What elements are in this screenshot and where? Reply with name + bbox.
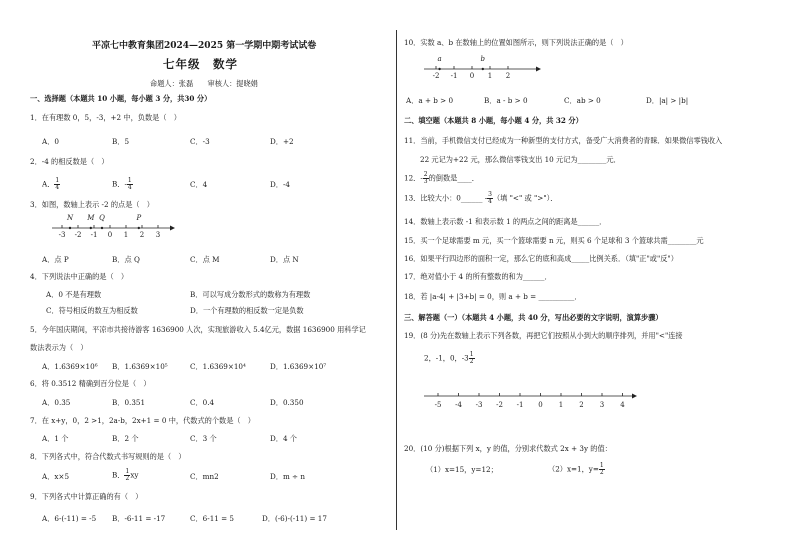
q19-tick-label: 3 [599,401,605,409]
section-choice: 一、选择题（本题共 10 小题，每小题 3 分，共30 分） [30,94,212,103]
q10-tick-label: 1 [487,72,493,80]
q7-opt-b: B．2 个 [112,434,139,443]
q3-tick-label: 3 [155,231,161,239]
q13-frac: $\frac{3}{4}$ [488,191,492,205]
q10-tick-label: 0 [469,72,475,80]
q1-opt-a: A．0 [42,137,59,146]
q10-tick-label: -2 [432,72,440,80]
section-fill: 二、填空题（本题共 8 小题，每小题 4 分，共 32 分） [404,116,583,125]
q10-point-label: a [437,55,442,63]
q20-stem: 20．(10 分)根据下列 x，y 的值，分别求代数式 2x + 3y 的值： [404,444,612,453]
q3-tick-label: -3 [58,231,66,239]
q4-stem: 4．下列说法中正确的是（ ） [30,272,129,281]
q6-opt-b: B．0.351 [112,398,146,407]
q2-opt-a: A． $\frac{1}{4}$ [42,177,60,191]
q10-point-a [438,68,440,70]
q7-opt-c: C．3 个 [190,434,217,443]
q5-opt-c: C．1.6369×10⁴ [190,362,246,371]
q10-opt-b: B．a - b > 0 [484,96,528,105]
q1-opt-c: C．-3 [190,137,210,146]
q9-opt-c: C．6-11 = 5 [190,514,234,523]
q3-tick-label: 0 [107,231,113,239]
q19-tick-label: 4 [620,401,625,409]
q10-number-line [424,55,539,85]
q17-stem: 17．绝对值小于 4 的所有整数的和为______． [404,272,552,281]
q20-part1: （1）x=15，y=12； [426,465,498,474]
q5-opt-a: A．1.6369×10⁶ [42,362,98,371]
q9-stem: 9．下列各式中计算正确的有（ ） [30,492,143,501]
q19-number-line [424,386,634,416]
q19-tick-label: -2 [496,401,503,409]
q11-stem-1: 11．当前，手机微信支付已经成为一种新型的支付方式，备受广大消费者的青睐．如果微信零钱收入 [404,136,723,145]
q4-opt-c: C．符号相反的数互为相反数 [46,306,138,315]
q3-point-label: Q [99,214,105,222]
q4-opt-b: B．可以写成分数形式的数称为有理数 [190,290,311,299]
q3-tick-label: -1 [90,231,98,239]
q9-opt-b: B．-6-11 = -17 [112,514,166,523]
q8-opt-a: A．x×5 [42,472,70,481]
exam-title: 平凉七中教育集团2024—2025 第一学期中期考试试卷 [92,41,317,51]
q8-opt-c: C．mn2 [190,472,219,481]
q10-point-b [482,68,484,70]
q6-opt-c: C．0.4 [190,398,215,407]
q19-numbers: 2，-1，0，-3 $\frac{1}{2}$ [424,351,474,365]
q19-tick-label: 2 [579,401,584,409]
q10-opt-d: D．|a| > |b| [646,96,689,105]
q1-opt-b: B．5 [112,137,130,146]
q2-frac-a: $\frac{1}{4}$ [55,177,60,191]
q6-opt-d: D．0.350 [270,398,304,407]
column-divider [396,30,397,530]
grade-subject: 七年级 数学 [163,57,238,71]
authors: 命题人：张磊 审核人：提晓娟 [150,79,258,88]
q3-point-N [69,227,71,229]
q8-opt-b: B． $\frac{1}{2}$ xy [112,468,139,482]
q10-stem: 10．实数 a、b 在数轴上的位置如图所示，则下列说法正确的是（ ） [404,38,628,47]
q1-stem: 1．在有理数 0，5，-3，+2 中，负数是（ ） [30,113,181,122]
q10-opt-c: C．ab > 0 [564,96,601,105]
q10-point-label: b [480,55,486,63]
q4-opt-d: D．一个有理数的相反数一定是负数 [190,306,304,315]
q19-stem: 19．(8 分)先在数轴上表示下列各数，再把它们按照从小到大的顺序排列，并用"<"连接 [404,331,683,340]
q11-stem-2: 22 元记为+22 元，那么微信零钱支出 10 元记为________元． [420,155,621,164]
q3-stem: 3．如图，数轴上表示 -2 的点是（ ） [30,200,154,209]
q3-tick-label: 2 [139,231,145,239]
q7-opt-a: A．1 个 [42,434,69,443]
q12-frac: $\frac{2}{3}$ [423,171,428,185]
q3-point-M [90,227,92,229]
q7-stem: 7．在 x+y，0，2 >1，2a-b，2x+1 = 0 中，代数式的个数是（ ） [30,416,255,425]
q3-tick-label: 1 [123,231,129,239]
q2-opt-d: D．-4 [270,180,290,189]
q5-stem-2: 数法表示为（ ） [30,343,88,352]
q5-opt-b: B．1.6369×10⁵ [112,362,168,371]
q2-opt-b: B．- $\frac{1}{4}$ [112,177,132,191]
q3-point-P [138,227,140,229]
q3-opt-c: C．点 M [190,255,220,264]
q2-opt-c: C．4 [190,180,208,189]
q9-opt-d: D．(-6)-(-11) = 17 [262,514,327,523]
q4-opt-a: A．0 不是有理数 [46,290,102,299]
q13-stem: 13．比较大小：0______ - $\frac{3}{4}$ （填 "<" 或 ">"）． [404,191,558,205]
q19-tick-label: -1 [516,401,524,409]
q6-stem: 6．将 0.3512 精确到百分位是（ ） [30,379,151,388]
q3-point-label: N [66,214,74,222]
q20-part2: （2）x=1，y= $\frac{1}{2}$ [548,462,604,476]
q3-opt-d: D．点 N [270,255,299,264]
q3-point-label: M [87,214,95,222]
q14-stem: 14．数轴上表示数 -1 和表示数 1 的两点之间的距离是______． [404,217,607,226]
section-solve: 三、解答题（一）（本题共 4 小题，共 40 分，写出必要的文字说明，演算步骤） [404,313,663,322]
q18-stem: 18．若 |a-4| + |3+b| = 0，则 a + b = __________． [404,292,582,301]
q6-opt-a: A．0.35 [42,398,71,407]
q19-tick-label: -4 [455,401,462,409]
q19-tick-label: -3 [475,401,483,409]
q8-stem: 8．下列各式中，符合代数式书写规则的是（ ） [30,452,186,461]
q3-point-label: P [136,214,142,222]
q10-tick-label: -1 [450,72,458,80]
q8-frac: $\frac{1}{2}$ [125,468,130,482]
q3-number-line [52,214,172,244]
q15-stem: 15．买一个足球需要 m 元，买一个篮球需要 n 元，则买 6 个足球和 3 个篮球共需________元 [404,236,704,245]
q8-opt-d: D．m ÷ n [270,472,305,481]
q20-frac: $\frac{1}{2}$ [599,462,604,476]
q2-stem: 2．-4 的相反数是（ ） [30,157,109,166]
q16-stem: 16．如果平行四边形的面积一定，那么它的底和高成_____比例关系．（填"正"或"反"） [404,254,678,263]
q3-point-Q [101,227,103,229]
q2-frac-b: $\frac{1}{4}$ [127,177,132,191]
q19-tick-label: 0 [538,401,543,409]
q3-opt-b: B．点 Q [112,255,140,264]
q1-opt-d: D．+2 [270,137,294,146]
q10-tick-label: 2 [505,72,511,80]
q19-frac: $\frac{1}{2}$ [469,351,474,365]
q12-stem: 12．- $\frac{2}{3}$ 的倒数是____． [404,171,479,185]
q19-tick-label: 1 [558,401,564,409]
q3-tick-label: -2 [74,231,82,239]
q5-stem-1: 5．今年国庆期间，平凉市共接待游客 1636900 人次，实现旅游收入 5.4亿元，数据 1636900 用科学记 [30,325,366,334]
q9-opt-a: A．6-(-11) = -5 [42,514,97,523]
q7-opt-d: D．4 个 [270,434,297,443]
q19-tick-label: -5 [434,401,442,409]
q3-opt-a: A．点 P [42,255,69,264]
q5-opt-d: D．1.6369×10⁷ [270,362,327,371]
q10-opt-a: A．a + b > 0 [406,96,454,105]
